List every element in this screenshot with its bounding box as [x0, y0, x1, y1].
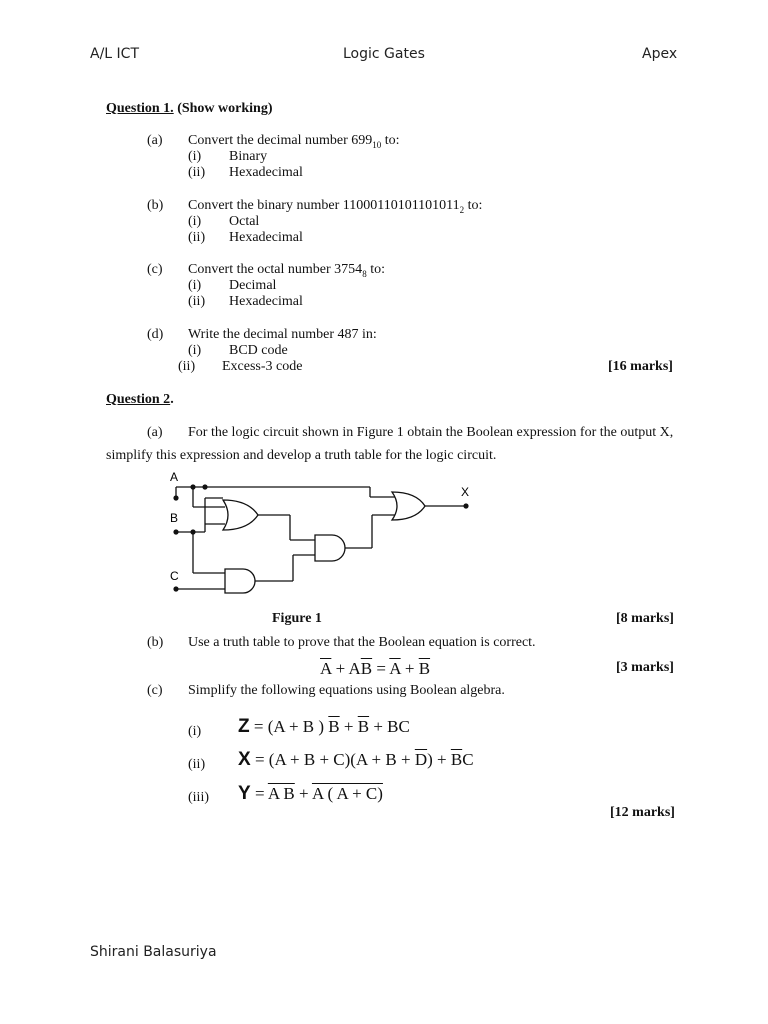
q2-title: Question 2 — [106, 392, 171, 407]
q1a-label: (a) — [147, 133, 163, 148]
circuit-label-x: X — [461, 485, 470, 499]
figure-marks: [8 marks] — [616, 611, 674, 626]
q2c-label: (c) — [147, 683, 163, 698]
figure-caption: Figure 1 — [272, 611, 322, 626]
circuit-label-c: C — [170, 569, 179, 583]
q2c-iii-equation: Y = A B + A ( A + C) — [238, 783, 383, 804]
q1d-label: (d) — [147, 327, 164, 342]
circuit-label-b: B — [170, 511, 179, 525]
q1b-ii-text: Hexadecimal — [229, 230, 303, 245]
q1a-ii-text: Hexadecimal — [229, 165, 303, 180]
q1b-i-label: (i) — [188, 214, 202, 229]
q1c-i-text: Decimal — [229, 278, 277, 293]
q1-title: Question 1. — [106, 101, 174, 116]
q1c-ii-text: Hexadecimal — [229, 294, 303, 309]
q1d-ii-text: Excess-3 code — [222, 359, 303, 374]
q2c-i-equation: Z = (A + B ) $\overline{B} + \overline{B}$ + BC — [238, 716, 410, 737]
q1a-i-text: Binary — [229, 149, 268, 164]
q1c-i-label: (i) — [188, 278, 202, 293]
header-right: Apex — [642, 46, 678, 62]
q1b-label: (b) — [147, 198, 164, 213]
header-title: Logic Gates — [343, 46, 425, 62]
q1d-i-label: (i) — [188, 343, 202, 358]
q2c-iii-label: (iii) — [188, 790, 209, 805]
q1a-text: Convert the decimal number $699_{10}$ to: — [188, 133, 400, 150]
q1c-label: (c) — [147, 262, 163, 277]
q2-marks: [12 marks] — [610, 805, 675, 820]
q1d-text: Write the decimal number 487 in: — [188, 327, 377, 342]
q2b-equation: $\overline{A} + A\overline{B} = \overline{A} + \overline{B}$ — [320, 659, 431, 678]
q1b-text: Convert the binary number $11000110101101011_2$ to: — [188, 198, 483, 215]
q1a-ii-label: (ii) — [188, 165, 206, 180]
q1c-text: Convert the octal number $3754_8$ to: — [188, 262, 385, 279]
q1c-ii-label: (ii) — [188, 294, 206, 309]
q2a-label: (a) — [147, 425, 163, 440]
q2a-line1: For the logic circuit shown in Figure 1 obtain the Boolean expression for the output X, — [188, 425, 674, 440]
q1-marks: [16 marks] — [608, 359, 673, 374]
circuit-label-a: A — [170, 470, 179, 484]
q2c-i-label: (i) — [188, 724, 202, 739]
q2b-marks: [3 marks] — [616, 660, 674, 675]
q1a-i-label: (i) — [188, 149, 202, 164]
q2-heading: Question 2. — [106, 392, 174, 407]
q2c-ii-equation: $X = (A + B + C)(A + B + \overline{D}) + \overline{B}C$ — [238, 749, 474, 770]
q1b-ii-label: (ii) — [188, 230, 206, 245]
q2a-line2: simplify this expression and develop a truth table for the logic circuit. — [106, 448, 497, 463]
footer-author: Shirani Balasuriya — [90, 944, 217, 960]
q1d-i-text: BCD code — [229, 343, 288, 358]
q2c-ii-label: (ii) — [188, 757, 206, 772]
q1-title-note: (Show working) — [177, 101, 273, 116]
q1b-i-text: Octal — [229, 214, 260, 229]
q2b-label: (b) — [147, 635, 164, 650]
header-left: A/L ICT — [90, 46, 139, 62]
q1d-ii-label: (ii) — [178, 359, 196, 374]
q2c-text: Simplify the following equations using Boolean algebra. — [188, 683, 505, 698]
q2b-text: Use a truth table to prove that the Boolean equation is correct. — [188, 635, 536, 650]
